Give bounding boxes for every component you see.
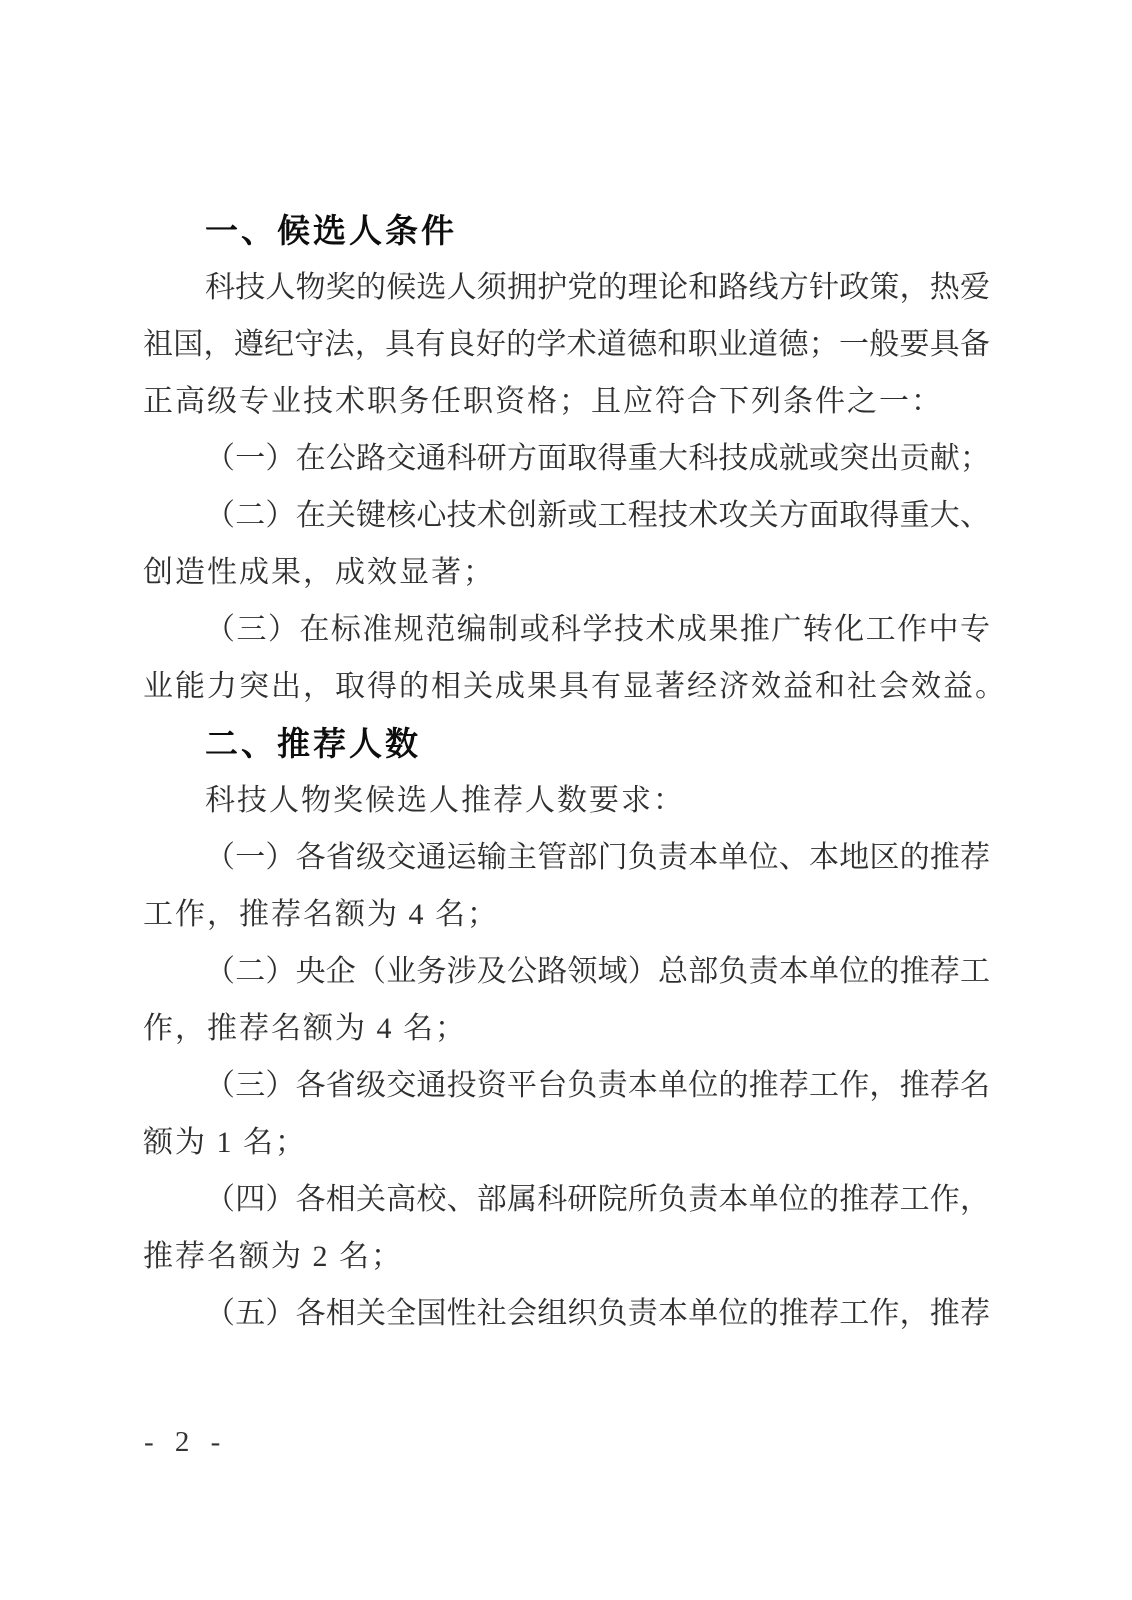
text-line: 科技人物奖的候选人须拥护党的理论和路线方针政策，热爱: [205, 271, 990, 304]
section-heading: 二、推荐人数: [205, 725, 421, 762]
text-line: （二）央企（业务涉及公路领域）总部负责本单位的推荐工: [205, 955, 990, 988]
text-line: （五）各相关全国性社会组织负责本单位的推荐工作，推荐: [205, 1297, 990, 1330]
section-heading: 一、候选人条件: [205, 212, 457, 249]
text-line: 作，推荐名额为 4 名；: [143, 1012, 467, 1045]
text-line: 科技人物奖候选人推荐人数要求：: [205, 784, 685, 817]
text-line: 额为 1 名；: [143, 1126, 307, 1159]
text-line: 祖国，遵纪守法，具有良好的学术道德和职业道德；一般要具备: [143, 328, 990, 361]
text-line: 工作，推荐名额为 4 名；: [143, 898, 499, 931]
document-body: [143, 202, 1007, 1342]
text-line: （二）在关键核心技术创新或工程技术攻关方面取得重大、: [205, 499, 990, 532]
text-line: 业能力突出，取得的相关成果具有显著经济效益和社会效益。: [143, 670, 1007, 703]
text-line: （一）在公路交通科研方面取得重大科技成就或突出贡献；: [205, 442, 990, 475]
page-number: - 2 -: [144, 1426, 228, 1458]
text-line: 正高级专业技术职务任职资格；且应符合下列条件之一：: [143, 385, 943, 418]
page-footer: [144, 1420, 227, 1464]
text-line: （三）在标准规范编制或科学技术成果推广转化工作中专: [205, 613, 990, 646]
text-line: （一）各省级交通运输主管部门负责本单位、本地区的推荐: [205, 841, 990, 874]
text-line: 推荐名额为 2 名；: [143, 1240, 403, 1273]
text-line: （四）各相关高校、部属科研院所负责本单位的推荐工作，: [205, 1183, 990, 1216]
text-line: （三）各省级交通投资平台负责本单位的推荐工作，推荐名: [205, 1069, 990, 1102]
text-line: 创造性成果，成效显著；: [143, 556, 495, 589]
